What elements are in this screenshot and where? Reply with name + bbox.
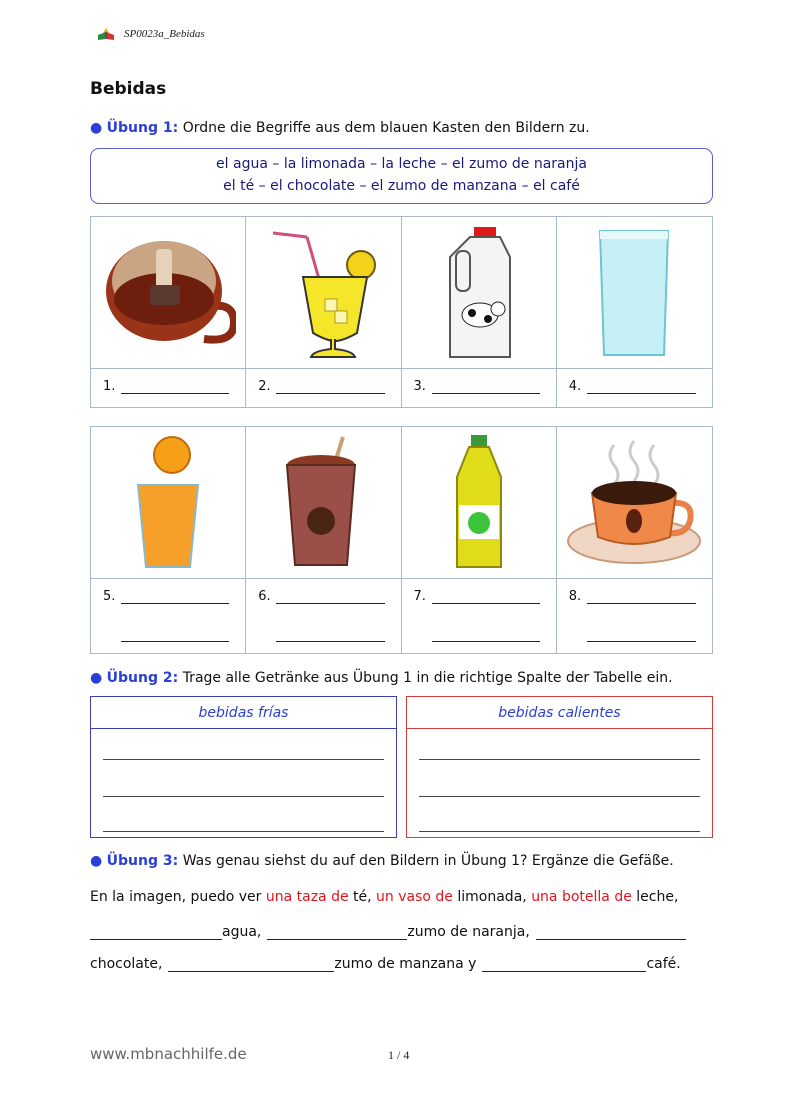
bullet: ● — [90, 670, 103, 686]
water-glass-icon — [596, 227, 672, 359]
orange-juice-glass-icon — [132, 435, 204, 571]
sentence-text: En la imagen, puedo ver — [90, 889, 266, 905]
picture-cell-1 — [91, 217, 246, 369]
answer-number: 2. — [258, 379, 271, 394]
bullet: ● — [90, 853, 103, 869]
answer-number: 5. — [103, 589, 116, 604]
picture-cell-5 — [91, 427, 246, 579]
hot-drinks-table — [406, 696, 713, 838]
answer-cell-7 — [402, 579, 557, 653]
answer-number: 3. — [413, 379, 426, 394]
exercise3-sentence — [90, 889, 678, 905]
word-box — [90, 148, 713, 204]
answer-line[interactable] — [276, 603, 384, 604]
answer-line[interactable] — [121, 603, 229, 604]
answer-cell-3 — [402, 369, 557, 407]
picture-cell-4 — [557, 217, 712, 369]
fill-text: café. — [646, 956, 681, 972]
apple-juice-bottle-icon — [451, 435, 507, 571]
answer-number: 4. — [568, 379, 582, 394]
hot-answer-line[interactable] — [419, 831, 700, 832]
page-title: Bebidas — [90, 79, 167, 99]
bullet: ● — [90, 120, 103, 136]
milk-bottle-icon — [444, 227, 514, 359]
blank-field[interactable] — [90, 926, 222, 940]
hot-answer-line[interactable] — [419, 796, 700, 797]
hot-drinks-header: bebidas calientes — [407, 697, 712, 729]
answer-number: 7. — [413, 589, 426, 604]
cold-drinks-table — [90, 696, 397, 838]
page-number: 1 / 4 — [388, 1048, 410, 1062]
cold-answer-line[interactable] — [103, 831, 384, 832]
exercise3-instruction — [90, 853, 674, 869]
answer-line[interactable] — [587, 393, 696, 394]
document-header — [96, 24, 205, 44]
example-vessel: una taza de — [265, 889, 349, 905]
blank-field[interactable] — [482, 958, 646, 972]
example-vessel: un vaso de — [376, 889, 453, 905]
picture-grid-2 — [90, 426, 713, 654]
exercise1-text: Ordne die Begriffe aus dem blauen Kasten den Bildern zu. — [182, 120, 590, 136]
answer-line-2[interactable] — [121, 641, 229, 642]
blank-field[interactable] — [267, 926, 407, 940]
blank-field[interactable] — [168, 958, 334, 972]
word-box-line-1: el agua – la limonada – la leche – el zumo de naranja — [216, 156, 587, 172]
document-id: SP0023a_Bebidas — [124, 28, 205, 40]
exercise3-label: Übung 3: — [106, 853, 179, 869]
answer-line-2[interactable] — [587, 641, 696, 642]
sentence-text: limonada, — [452, 889, 532, 905]
answer-cell-8 — [557, 579, 712, 653]
exercise3-text: Was genau siehst du auf den Bildern in Übung 1? Ergänze die Gefäße. — [182, 853, 674, 869]
picture-cell-7 — [402, 427, 557, 579]
answer-cell-4 — [557, 369, 712, 407]
fill-text: agua, — [222, 924, 262, 940]
blank-field[interactable] — [536, 926, 686, 940]
answer-line[interactable] — [432, 603, 540, 604]
answer-line[interactable] — [276, 393, 384, 394]
answer-line[interactable] — [121, 393, 229, 394]
cold-answer-line[interactable] — [103, 759, 384, 760]
cold-answer-line[interactable] — [103, 796, 384, 797]
picture-cell-2 — [246, 217, 401, 369]
picture-cell-6 — [246, 427, 401, 579]
answer-line[interactable] — [587, 603, 696, 604]
cold-drinks-header: bebidas frías — [91, 697, 396, 729]
sentence-text: leche, — [631, 889, 679, 905]
answer-line-2[interactable] — [276, 641, 384, 642]
answer-cell-1 — [91, 369, 246, 407]
fill-text: zumo de naranja, — [407, 924, 530, 940]
exercise2-text: Trage alle Getränke aus Übung 1 in die richtige Spalte der Tabelle ein. — [182, 670, 673, 686]
answer-cell-6 — [246, 579, 401, 653]
picture-cell-8 — [557, 427, 712, 579]
answer-cell-5 — [91, 579, 246, 653]
coffee-cup-icon — [564, 437, 704, 569]
answer-line-2[interactable] — [432, 641, 540, 642]
exercise2-label: Übung 2: — [106, 670, 179, 686]
example-vessel: una botella de — [531, 889, 632, 905]
answer-cell-2 — [246, 369, 401, 407]
exercise2-instruction — [90, 670, 673, 686]
lemonade-glass-icon — [263, 227, 383, 359]
fill-text: zumo de manzana y — [334, 956, 477, 972]
sentence-text: té, — [348, 889, 377, 905]
book-logo-icon — [96, 27, 116, 41]
fill-row-3 — [90, 956, 681, 972]
hot-answer-line[interactable] — [419, 759, 700, 760]
exercise1-label: Übung 1: — [106, 120, 179, 136]
tea-cup-icon — [100, 229, 236, 357]
answer-number: 1. — [103, 379, 116, 394]
answer-number: 6. — [258, 589, 271, 604]
word-box-line-2: el té – el chocolate – el zumo de manzana – el café — [223, 178, 580, 194]
exercise1-instruction — [90, 120, 590, 136]
picture-grid-1 — [90, 216, 713, 408]
answer-line[interactable] — [432, 393, 540, 394]
fill-row-2 — [90, 924, 686, 940]
footer-website: www.mbnachhilfe.de — [90, 1045, 247, 1063]
hot-chocolate-cup-icon — [283, 435, 363, 571]
fill-text: chocolate, — [90, 956, 163, 972]
picture-cell-3 — [402, 217, 557, 369]
answer-number: 8. — [568, 589, 582, 604]
